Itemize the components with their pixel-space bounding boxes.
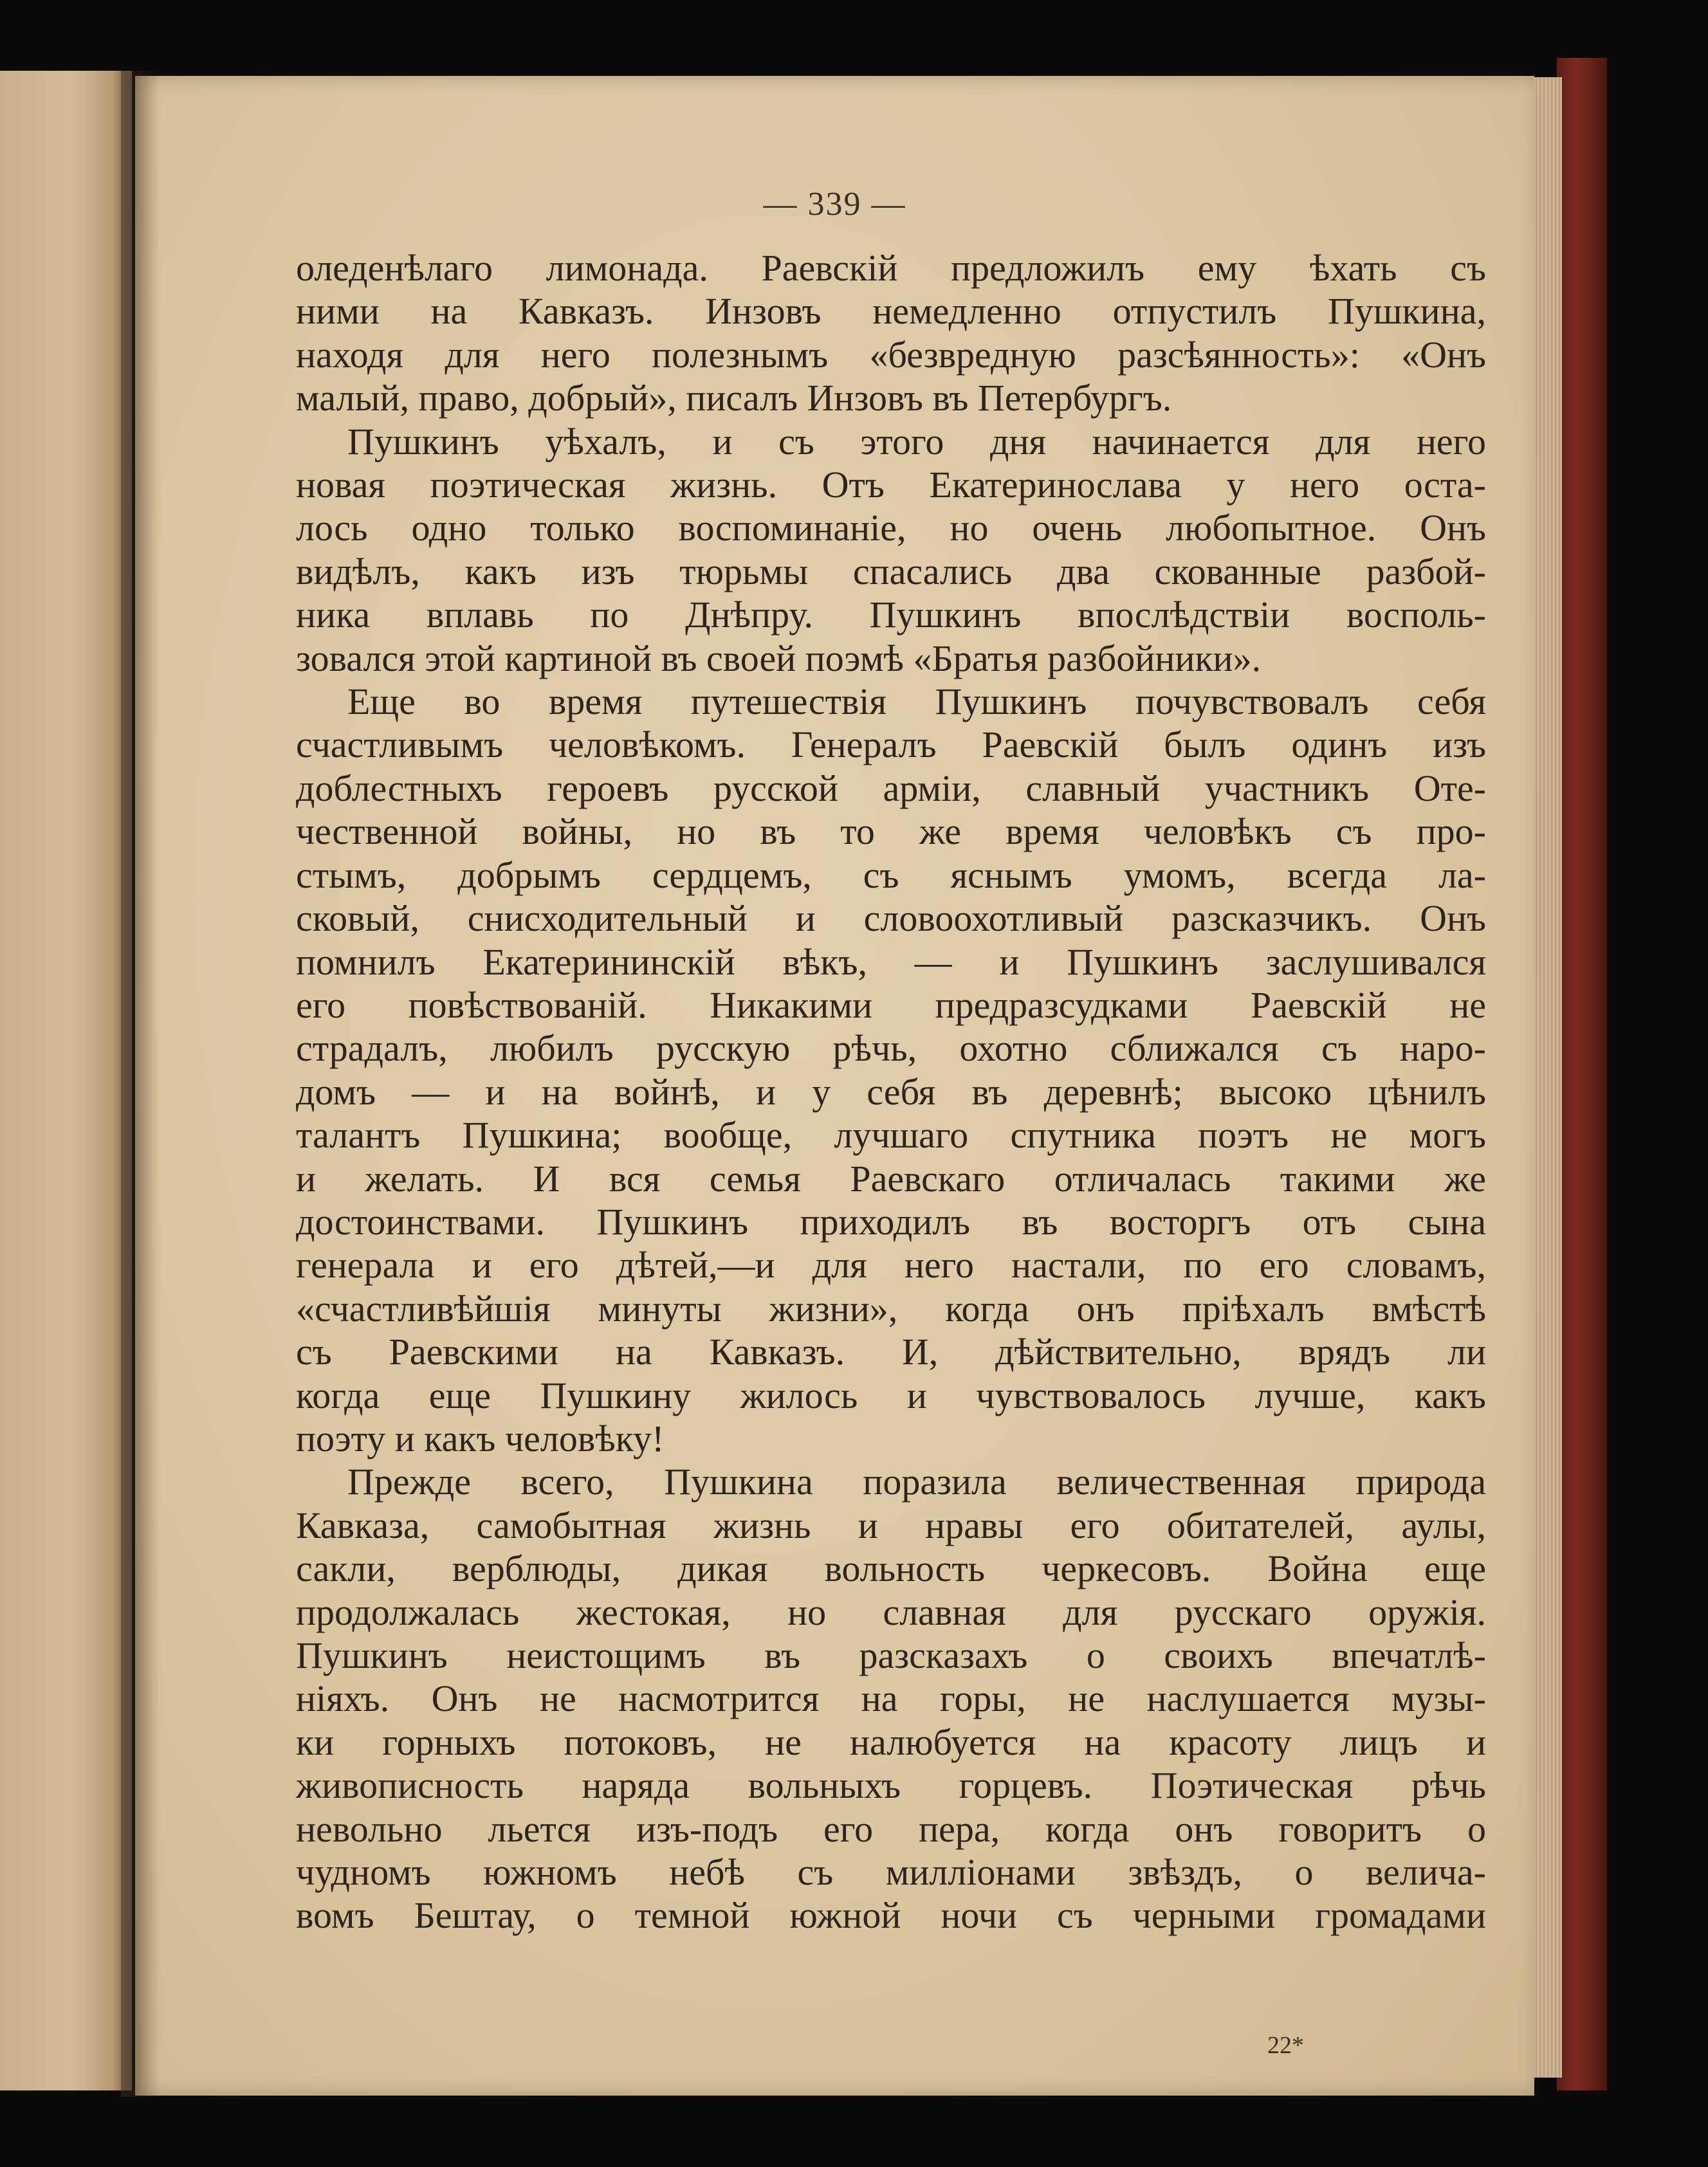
text-line: счастливымъ человѣкомъ. Генералъ Раевскій былъ одинъ изъ	[296, 724, 1486, 766]
text-line: невольно льется изъ-подъ его пера, когда онъ говоритъ о	[296, 1807, 1486, 1850]
text-line: стымъ, добрымъ сердцемъ, съ яснымъ умомъ, всегда ла-	[296, 854, 1486, 896]
text-line: Пушкинъ уѣхалъ, и съ этого дня начинается для него	[347, 420, 1486, 462]
text-line: Прежде всего, Пушкина поразила величественная природа	[347, 1461, 1486, 1503]
text-line: страдалъ, любилъ русскую рѣчь, охотно сближался съ наро-	[296, 1027, 1486, 1070]
text-line: талантъ Пушкина; вообще, лучшаго спутника поэтъ не могъ	[296, 1114, 1486, 1157]
text-line: доблестныхъ героевъ русской арміи, славный участникъ Оте-	[296, 767, 1486, 809]
text-line: оледенѣлаго лимонада. Раевскій предложилъ ему ѣхать съ	[296, 247, 1486, 289]
text-line: ними на Кавказъ. Инзовъ немедленно отпустилъ Пушкина,	[296, 290, 1486, 333]
text-line: съ Раевскими на Кавказъ. И, дѣйствительно, врядъ ли	[296, 1331, 1486, 1373]
text-line: домъ — и на войнѣ, и у себя въ деревнѣ; высоко цѣнилъ	[296, 1070, 1486, 1113]
book-cover-edge	[1557, 58, 1607, 2090]
text-line: генерала и его дѣтей,—и для него настали, по его словамъ,	[296, 1244, 1486, 1286]
paragraph-2	[296, 420, 1486, 680]
text-line: когда еще Пушкину жилось и чувствовалось лучше, какъ	[296, 1374, 1486, 1416]
text-line: ника вплавь по Днѣпру. Пушкинъ впослѣдствіи восполь-	[296, 594, 1486, 636]
left-facing-page	[0, 71, 132, 2090]
book-page	[135, 76, 1534, 2096]
text-line: ніяхъ. Онъ не насмотрится на горы, не наслушается музы-	[296, 1678, 1486, 1720]
text-line: поэту и какъ человѣку!	[296, 1417, 665, 1459]
paragraph-4	[296, 1460, 1486, 1937]
text-line: помнилъ Екатерининскій вѣкъ, — и Пушкинъ заслушивался	[296, 940, 1486, 983]
page-number: — 339 —	[763, 186, 906, 223]
paragraph-3	[296, 680, 1486, 1460]
text-line: Пушкинъ неистощимъ въ разсказахъ о своихъ впечатлѣ-	[296, 1634, 1486, 1676]
body-text	[296, 246, 1486, 1937]
text-line: видѣлъ, какъ изъ тюрьмы спасались два скованные разбой-	[296, 550, 1486, 592]
text-line: малый, право, добрый», писалъ Инзовъ въ Петербургъ.	[296, 377, 1172, 419]
text-line: вомъ Бештау, о темной южной ночи съ черными громадами	[296, 1894, 1486, 1937]
text-line: продолжалась жестокая, но славная для русскаго оружія.	[296, 1591, 1486, 1633]
text-line: и желать. И вся семья Раевскаго отличалась такими же	[296, 1157, 1486, 1200]
text-line: чудномъ южномъ небѣ съ милліонами звѣздъ, о велича-	[296, 1851, 1486, 1894]
page-edges	[1530, 77, 1562, 2078]
text-line: чественной войны, но въ то же время человѣкъ съ про-	[296, 810, 1486, 853]
text-line: Еще во время путешествія Пушкинъ почувствовалъ себя	[347, 681, 1486, 723]
gutter-shadow	[121, 71, 160, 2097]
text-line: живописность наряда вольныхъ горцевъ. Поэтическая рѣчь	[296, 1764, 1486, 1807]
text-line: сакли, верблюды, дикая вольность черкесовъ. Война еще	[296, 1548, 1486, 1590]
printer-signature-mark: 22*	[1267, 2032, 1304, 2059]
text-line: ки горныхъ потоковъ, не налюбуется на красоту лицъ и	[296, 1721, 1486, 1763]
text-line: достоинствами. Пушкинъ приходилъ въ восторгъ отъ сына	[296, 1200, 1486, 1243]
text-line: Кавказа, самобытная жизнь и нравы его обитателей, аулы,	[296, 1504, 1486, 1546]
text-line: его повѣствованій. Никакими предразсудками Раевскій не	[296, 983, 1486, 1026]
paragraph-1	[296, 246, 1486, 420]
text-line: новая поэтическая жизнь. Отъ Екатеринослава у него оста-	[296, 464, 1486, 506]
text-line: зовался этой картиной въ своей поэмѣ «Братья разбойники».	[296, 637, 1262, 679]
text-line: сковый, снисходительный и словоохотливый разсказчикъ. Онъ	[296, 897, 1486, 940]
text-line: «счастливѣйшія минуты жизни», когда онъ пріѣхалъ вмѣстѣ	[296, 1287, 1486, 1330]
text-line: находя для него полезнымъ «безвредную разсѣянность»: «Онъ	[296, 333, 1486, 376]
text-line: лось одно только воспоминаніе, но очень любопытное. Онъ	[296, 507, 1486, 549]
